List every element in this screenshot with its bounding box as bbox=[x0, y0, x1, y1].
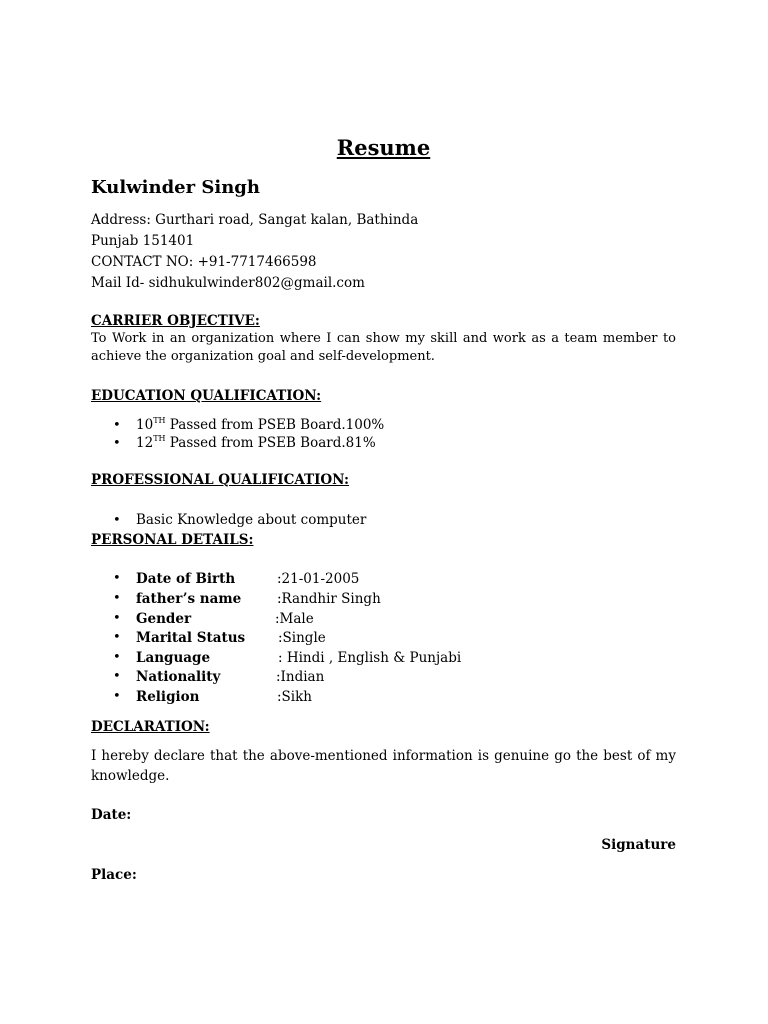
page-title: Resume bbox=[336, 135, 431, 160]
education-item: • 12TH Passed from PSEB Board.81% bbox=[113, 433, 376, 454]
applicant-name: Kulwinder Singh bbox=[91, 177, 260, 198]
email-address: Mail Id- sidhukulwinder802@gmail.com bbox=[91, 275, 365, 291]
declaration-text: I hereby declare that the above-mentioned information is genuine go the best of my knowledge. bbox=[91, 748, 676, 784]
religion-value: :Sikh bbox=[277, 689, 312, 705]
date-label: Date: bbox=[91, 807, 132, 823]
bullet-icon: • bbox=[113, 591, 121, 606]
gender-value: :Male bbox=[275, 611, 314, 627]
bullet-icon: • bbox=[113, 436, 121, 451]
dob-label: Date of Birth bbox=[136, 571, 236, 587]
dob-value: :21-01-2005 bbox=[277, 571, 360, 587]
bullet-icon: • bbox=[113, 650, 121, 665]
nationality-label: Nationality bbox=[136, 669, 221, 685]
personal-heading: PERSONAL DETAILS: bbox=[91, 532, 254, 548]
gender-label: Gender bbox=[136, 611, 192, 627]
bullet-icon: • bbox=[113, 571, 121, 586]
father-name-label: father’s name bbox=[136, 591, 242, 607]
bullet-icon: • bbox=[113, 630, 121, 645]
language-value: : Hindi , English & Punjabi bbox=[278, 650, 462, 666]
bullet-icon: • bbox=[113, 669, 121, 684]
declaration-heading: DECLARATION: bbox=[91, 719, 210, 735]
objective-heading: CARRIER OBJECTIVE: bbox=[91, 313, 260, 329]
bullet-icon: • bbox=[113, 418, 121, 433]
bullet-icon: • bbox=[113, 611, 121, 626]
professional-item: • Basic Knowledge about computer bbox=[113, 510, 366, 531]
bullet-icon: • bbox=[113, 689, 121, 704]
language-label: Language bbox=[136, 650, 211, 666]
education-item: • 10TH Passed from PSEB Board.100% bbox=[113, 415, 384, 436]
address-line-2: Punjab 151401 bbox=[91, 233, 195, 249]
education-heading: EDUCATION QUALIFICATION: bbox=[91, 388, 322, 404]
nationality-value: :Indian bbox=[276, 669, 325, 685]
signature-label: Signature bbox=[601, 837, 676, 853]
place-label: Place: bbox=[91, 867, 137, 883]
objective-text: To Work in an organization where I can show my skill and work as a team member to achieve the organization goal and self-development. bbox=[91, 331, 676, 364]
father-name-value: :Randhir Singh bbox=[277, 591, 381, 607]
address-line-1: Address: Gurthari road, Sangat kalan, Bathinda bbox=[91, 212, 419, 228]
professional-heading: PROFESSIONAL QUALIFICATION: bbox=[91, 472, 350, 488]
religion-label: Religion bbox=[136, 689, 200, 705]
marital-status-label: Marital Status bbox=[136, 630, 246, 646]
marital-status-value: :Single bbox=[278, 630, 326, 646]
bullet-icon: • bbox=[113, 513, 121, 528]
contact-number: CONTACT NO: +91-7717466598 bbox=[91, 254, 317, 270]
